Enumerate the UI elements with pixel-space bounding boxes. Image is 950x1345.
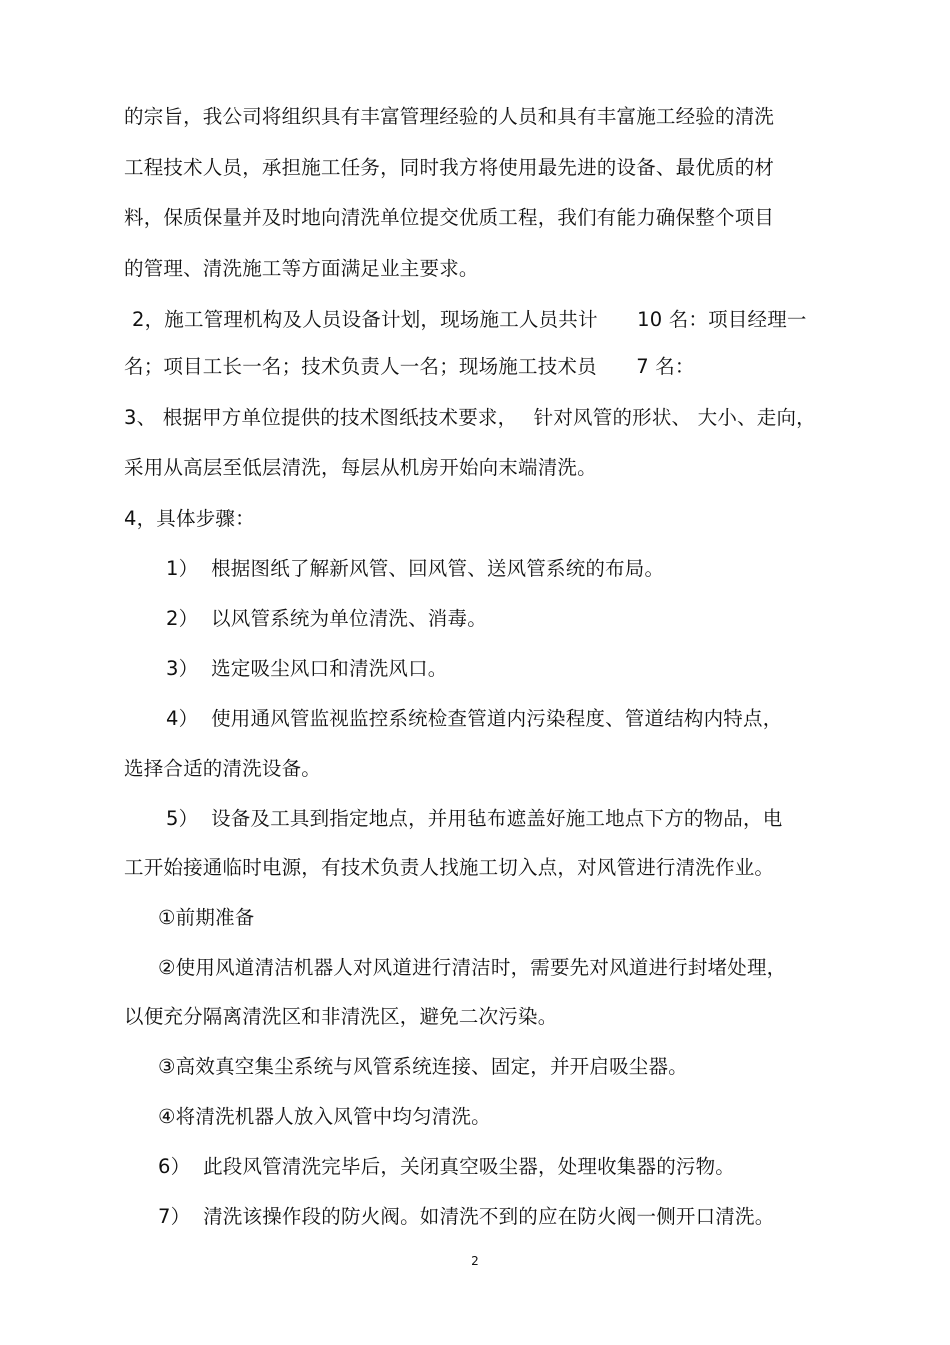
text-line-5: 2，施工管理机构及人员设备计划，现场施工人员共计 10 名：项目经理一 (132, 308, 807, 331)
text-line-22: 6） 此段风管清洗完毕后，关闭真空吸尘器，处理收集器的污物。 (158, 1155, 736, 1178)
text-line-17: ①前期准备 (158, 906, 255, 929)
text-line-1: 的宗旨，我公司将组织具有丰富管理经验的人员和具有丰富施工经验的清洗 (124, 105, 775, 128)
text-line-16: 工开始接通临时电源，有技术负责人找施工切入点，对风管进行清洗作业。 (124, 856, 775, 879)
text-line-11: 2） 以风管系统为单位清洗、消毒。 (166, 607, 487, 630)
text-line-21: ④将清洗机器人放入风管中均匀清洗。 (158, 1105, 491, 1128)
text-line-14: 选择合适的清洗设备。 (124, 757, 322, 780)
text-line-19: 以便充分隔离清洗区和非清洗区，避免二次污染。 (124, 1005, 558, 1028)
page-number: 2 (471, 1254, 479, 1268)
text-line-12: 3） 选定吸尘风口和清洗风口。 (166, 657, 448, 680)
text-line-20: ③高效真空集尘系统与风管系统连接、固定，并开启吸尘器。 (158, 1055, 688, 1078)
text-line-18: ②使用风道清洁机器人对风道进行清洁时，需要先对风道进行封堵处理， (158, 956, 787, 979)
text-line-8: 采用从高层至低层清洗，每层从机房开始向末端清洗。 (124, 456, 597, 479)
text-line-3: 料，保质保量并及时地向清洗单位提交优质工程，我们有能力确保整个项目 (124, 206, 775, 229)
text-line-4: 的管理、清洗施工等方面满足业主要求。 (124, 257, 479, 280)
text-line-15: 5） 设备及工具到指定地点，并用毡布遮盖好施工地点下方的物品，电 (166, 807, 783, 830)
text-line-13: 4） 使用通风管监视监控系统检查管道内污染程度、管道结构内特点， (166, 707, 783, 730)
text-line-10: 1） 根据图纸了解新风管、回风管、送风管系统的布局。 (166, 557, 665, 580)
text-line-2: 工程技术人员，承担施工任务，同时我方将使用最先进的设备、最优质的材 (124, 156, 775, 179)
text-line-9: 4，具体步骤： (124, 507, 255, 530)
text-line-23: 7） 清洗该操作段的防火阀。如清洗不到的应在防火阀一侧开口清洗。 (158, 1205, 775, 1228)
text-line-7: 3、 根据甲方单位提供的技术图纸技术要求， 针对风管的形状、 大小、走向， (124, 406, 816, 429)
text-line-6: 名；项目工长一名；技术负责人一名；现场施工技术员 7 名： (124, 355, 695, 378)
